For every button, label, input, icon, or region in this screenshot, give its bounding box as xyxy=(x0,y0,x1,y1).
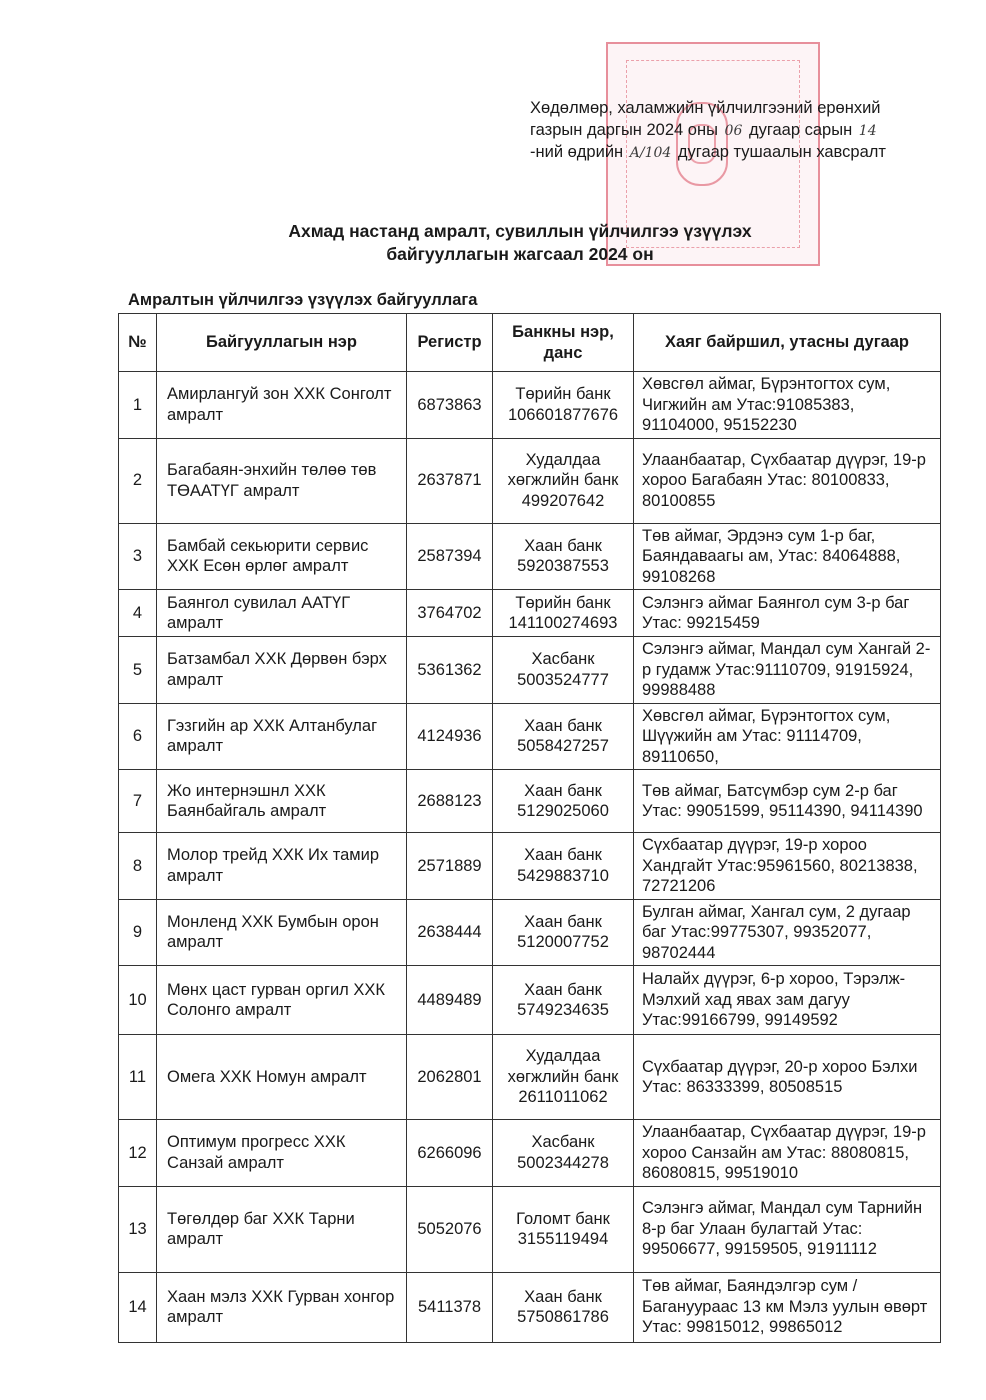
bank-account: Хасбанк 5002344278 xyxy=(493,1120,634,1187)
row-number: 11 xyxy=(119,1035,157,1120)
organization-name: Төгөлдөр баг ХХК Тарни амралт xyxy=(157,1186,407,1272)
bank-account: Төрийн банк 106601877676 xyxy=(493,372,634,439)
table-row xyxy=(119,372,941,439)
organization-name: Бамбай секьюрити сервис ХХК Есөн өрлөг амралт xyxy=(157,523,407,590)
organizations-table xyxy=(118,313,941,1343)
header-register: Регистр xyxy=(407,314,493,372)
organization-name: Амирлангуй зон ХХК Сонголт амралт xyxy=(157,372,407,439)
register-number: 2571889 xyxy=(407,833,493,900)
bank-account: Төрийн банк 141100274693 xyxy=(493,590,634,637)
appendix-note-line-3 xyxy=(530,142,930,165)
address-phone: Төв аймаг, Баяндэлгэр сум /Багануураас 13 км Мэлз уулын өвөрт Утас: 99815012, 99865012 xyxy=(634,1272,941,1342)
table-row xyxy=(119,590,941,637)
row-number: 6 xyxy=(119,703,157,770)
organization-name: Батзамбал ХХК Дөрвөн бэрх амралт xyxy=(157,637,407,704)
table-row xyxy=(119,770,941,833)
row-number: 13 xyxy=(119,1186,157,1272)
appendix-note-line-1: Хөдөлмөр, халамжийн үйлчилгээний ерөнхий xyxy=(530,99,881,117)
appendix-note-line-2 xyxy=(530,120,930,143)
table-row xyxy=(119,899,941,966)
row-number: 10 xyxy=(119,966,157,1035)
row-number: 12 xyxy=(119,1120,157,1187)
row-number: 14 xyxy=(119,1272,157,1342)
table-row xyxy=(119,1186,941,1272)
table-row xyxy=(119,637,941,704)
table-row xyxy=(119,523,941,590)
address-phone: Налайх дүүрэг, 6-р хороо, Тэрэлж-Мэлхий хад явах зам дагуу Утас:99166799, 99149592 xyxy=(634,966,941,1035)
bank-account: Хаан банк 5749234635 xyxy=(493,966,634,1035)
bank-account: Хаан банк 5120007752 xyxy=(493,899,634,966)
organization-name: Жо интернэшнл ХХК Баянбайгаль амралт xyxy=(157,770,407,833)
address-phone: Хөвсгөл аймаг, Бүрэнтогтох сум, Чигжийн ам Утас:91085383, 91104000, 95152230 xyxy=(634,372,941,439)
register-number: 6873863 xyxy=(407,372,493,439)
register-number: 2638444 xyxy=(407,899,493,966)
address-phone: Сэлэнгэ аймаг, Мандал сум Тарнийн 8-р баг Улаан булагтай Утас: 99506677, 99159505, 91911112 xyxy=(634,1186,941,1272)
organization-name: Багабаян-энхийн төлөө төв ТӨААТҮГ амралт xyxy=(157,438,407,523)
address-phone: Сэлэнгэ аймаг Баянгол сум 3-р баг Утас: 99215459 xyxy=(634,590,941,637)
row-number: 9 xyxy=(119,899,157,966)
header-number: № xyxy=(119,314,157,372)
organization-name: Монленд ХХК Бумбын орон амралт xyxy=(157,899,407,966)
organization-name: Гэзгийн ар ХХК Алтанбулаг амралт xyxy=(157,703,407,770)
appendix-note xyxy=(530,98,930,165)
table-row xyxy=(119,1272,941,1342)
section-heading: Амралтын үйлчилгээ үзүүлэх байгууллага xyxy=(128,291,478,309)
bank-account: Хасбанк 5003524777 xyxy=(493,637,634,704)
table-row xyxy=(119,833,941,900)
row-number: 4 xyxy=(119,590,157,637)
register-number: 2688123 xyxy=(407,770,493,833)
register-number: 2637871 xyxy=(407,438,493,523)
table-row xyxy=(119,438,941,523)
bank-account: Хаан банк 5429883710 xyxy=(493,833,634,900)
header-bank-account: Банкны нэр, данс xyxy=(493,314,634,372)
appendix-note-year-text: газрын даргын 2024 оны xyxy=(530,120,718,139)
row-number: 2 xyxy=(119,438,157,523)
address-phone: Хөвсгөл аймаг, Бүрэнтогтох сум, Шүүжийн ам Утас: 91114709, 89110650, xyxy=(634,703,941,770)
bank-account: Хаан банк 5058427257 xyxy=(493,703,634,770)
row-number: 1 xyxy=(119,372,157,439)
appendix-note-day-text: -ний өдрийн xyxy=(530,143,624,161)
bank-account: Худалдаа хөгжлийн банк 2611011062 xyxy=(493,1035,634,1120)
address-phone: Улаанбаатар, Сүхбаатар дүүрэг, 19-р хороо Санзайн ам Утас: 88080815, 86080815, 99519010 xyxy=(634,1120,941,1187)
row-number: 7 xyxy=(119,770,157,833)
bank-account: Хаан банк 5129025060 xyxy=(493,770,634,833)
header-organization-name: Байгууллагын нэр xyxy=(157,314,407,372)
register-number: 2062801 xyxy=(407,1035,493,1120)
table-row xyxy=(119,703,941,770)
table-row xyxy=(119,1120,941,1187)
table-row xyxy=(119,1035,941,1120)
organization-name: Хаан мэлз ХХК Гурван хонгор амралт xyxy=(157,1272,407,1342)
address-phone: Төв аймаг, Батсүмбэр сум 2-р баг Утас: 99051599, 95114390, 94114390 xyxy=(634,770,941,833)
bank-account: Голомт банк 3155119494 xyxy=(493,1186,634,1272)
address-phone: Сүхбаатар дүүрэг, 19-р хороо Хандгайт Утас:95961560, 80213838, 72721206 xyxy=(634,833,941,900)
appendix-note-month-text: дугаар сарын xyxy=(748,120,853,139)
register-number: 6266096 xyxy=(407,1120,493,1187)
address-phone: Сэлэнгэ аймаг, Мандал сум Хангай 2-р гудамж Утас:91110709, 91915924, 99988488 xyxy=(634,637,941,704)
register-number: 5411378 xyxy=(407,1272,493,1342)
address-phone: Төв аймаг, Эрдэнэ сум 1-р баг, Баяндаваагы ам, Утас: 84064888, 99108268 xyxy=(634,523,941,590)
register-number: 4124936 xyxy=(407,703,493,770)
register-number: 5052076 xyxy=(407,1186,493,1272)
handwritten-order-number: A/104 xyxy=(629,145,672,161)
row-number: 8 xyxy=(119,833,157,900)
register-number: 2587394 xyxy=(407,523,493,590)
organization-name: Мөнх цаст гурван оргил ХХК Солонго амралт xyxy=(157,966,407,1035)
document-title-line-2: байгууллагын жагсаал 2024 он xyxy=(386,244,654,264)
handwritten-month: 06 xyxy=(724,122,743,139)
organization-name: Молор трейд ХХК Их тамир амралт xyxy=(157,833,407,900)
row-number: 5 xyxy=(119,637,157,704)
organization-name: Омега ХХК Номун амралт xyxy=(157,1035,407,1120)
phone-line: Утас: 86333399, 80508515 xyxy=(642,1078,843,1096)
row-number: 3 xyxy=(119,523,157,590)
address-line: Сүхбаатар дүүрэг, 20-р хороо Бэлхи xyxy=(642,1057,918,1076)
handwritten-day: 14 xyxy=(858,122,877,139)
address-phone: Булган аймаг, Хангал сум, 2 дугаар баг Утас:99775307, 99352077, 98702444 xyxy=(634,899,941,966)
register-number: 4489489 xyxy=(407,966,493,1035)
appendix-note-order-text: дугаар тушаалын хавсралт xyxy=(677,143,886,161)
bank-account: Худалдаа хөгжлийн банк 499207642 xyxy=(493,438,634,523)
organization-name: Баянгол сувилал ААТҮГ амралт xyxy=(157,590,407,637)
bank-account: Хаан банк 5750861786 xyxy=(493,1272,634,1342)
register-number: 5361362 xyxy=(407,637,493,704)
table-row xyxy=(119,966,941,1035)
organization-name: Оптимум прогресс ХХК Санзай амралт xyxy=(157,1120,407,1187)
address-phone xyxy=(634,1035,941,1120)
register-number: 3764702 xyxy=(407,590,493,637)
header-address-phone: Хаяг байршил, утасны дугаар xyxy=(634,314,941,372)
document-title xyxy=(160,220,880,266)
table-header-row xyxy=(119,314,941,372)
bank-account: Хаан банк 5920387553 xyxy=(493,523,634,590)
document-title-line-1: Ахмад настанд амралт, сувиллын үйлчилгээ үзүүлэх xyxy=(288,221,752,241)
address-phone: Улаанбаатар, Сүхбаатар дүүрэг, 19-р хороо Багабаян Утас: 80100833, 80100855 xyxy=(634,438,941,523)
